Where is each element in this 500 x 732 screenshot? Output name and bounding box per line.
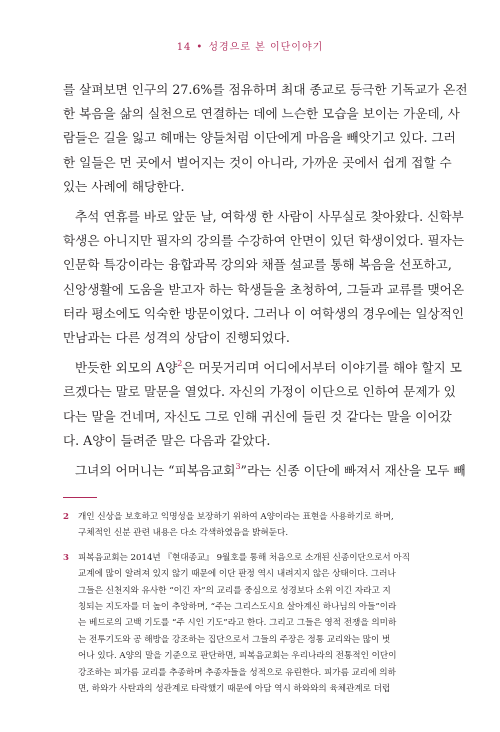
body-line: 만남과는 다른 성격의 상담이 진행되었다. — [63, 330, 290, 346]
footnote-line: 면, 하와가 사탄과의 성관계로 타락했기 때문에 아담 역시 하와와의 육체관계로 더럽 — [78, 684, 391, 695]
body-line — [63, 356, 462, 380]
body-line: 한 복음을 삶의 실천으로 연결하는 데에 느슨한 모습을 보이는 가운데, 사 — [63, 106, 460, 122]
footnote-number: 2 — [63, 512, 69, 522]
body-line: 람들은 길을 잃고 헤매는 양들처럼 이단에게 마음을 빼앗기고 있다. 그러 — [63, 130, 456, 146]
footnote-number: 3 — [63, 552, 69, 563]
footnote — [63, 550, 443, 698]
body-line: 다. A양이 들려준 말은 다음과 같았다. — [63, 432, 271, 448]
text-run: 은 머뭇거리며 어디에서부터 이야기를 해야 할지 모 — [182, 360, 462, 376]
text-run: 반듯한 외모의 A양 — [75, 360, 178, 376]
body-text — [63, 78, 468, 483]
text-run: 그녀의 어머니는 “피복음교회 — [75, 463, 236, 479]
text-run: ”라는 신종 이단에 빠져서 재산을 모두 빼 — [240, 463, 466, 479]
footnote-line: 칭되는 지도자를 더 높이 추앙하며, “주는 그리스도시요 살아계신 하나님의 아들”이라 — [78, 602, 397, 613]
header-separator: • — [196, 42, 204, 53]
body-line: 한 일들은 먼 곳에서 벌어지는 것이 아니라, 가까운 곳에서 쉽게 접할 수 — [63, 154, 452, 170]
footnote-ref[interactable]: 3 — [235, 462, 241, 472]
footnote-line: 개인 신상을 보호하고 익명성을 보장하기 위하여 A양이라는 표현을 사용하기로 하며, — [78, 512, 394, 522]
body-line: 학생은 아니지만 필자의 강의를 수강하여 안면이 있던 학생이었다. 필자는 — [63, 233, 464, 249]
body-line: 있는 사례에 해당한다. — [63, 178, 185, 194]
footnote-line: 피복음교회는 2014년 『현대종교』 9월호를 통해 처음으로 소개된 신종이단으로서 아직 — [78, 552, 411, 563]
body-line: 르겠다는 말로 말문을 열었다. 자신의 가정이 이단으로 인하여 문제가 있 — [63, 384, 456, 400]
body-line: 인문학 특강이라는 융합과목 강의와 채플 설교를 통해 복음을 선포하고, — [63, 257, 452, 273]
footnote — [63, 509, 443, 542]
page-number: 14 — [176, 42, 192, 53]
body-line: 신앙생활에 도움을 받고자 하는 학생들을 초청하여, 그들과 교류를 맺어온 — [63, 281, 464, 297]
footnote-line: 강조하는 피가름 교리를 추종하며 추종자들을 성적으로 유린한다. 피가름 교리에 의하 — [78, 667, 396, 678]
footnote-line: 구체적인 신분 관련 내용은 다소 각색하였음을 밝혀둔다. — [78, 528, 289, 539]
footnote-line: 그들은 신천지와 유사한 “이긴 자”의 교리를 중심으로 성경보다 소위 이긴 자라고 지 — [78, 585, 391, 596]
running-header — [0, 38, 500, 53]
footnote-line: 교계에 많이 알려져 있지 않기 때문에 이단 판정 역시 내려지지 않은 상태이다. 그러나 — [78, 569, 396, 580]
footnote-line: 어나 있다. A양의 말을 기준으로 판단하면, 피복음교회는 우리나라의 전통적인 이단이 — [78, 651, 397, 662]
body-line — [63, 459, 466, 483]
book-title: 성경으로 본 이단이야기 — [208, 42, 324, 53]
footnote-body — [78, 509, 443, 542]
body-line: 를 살펴보면 인구의 27.6%를 점유하며 최대 종교로 등극한 기독교가 온전 — [63, 82, 468, 97]
body-line: 터라 평소에도 익숙한 방문이었다. 그러나 이 여학생의 경우에는 일상적인 — [63, 305, 464, 321]
footnote-line: 는 베드로의 고백 기도를 “주 시인 기도”라고 한다. 그리고 그들은 영적 전쟁을 의미하 — [78, 618, 397, 629]
footnote-ref[interactable]: 2 — [177, 359, 183, 369]
body-line: 추석 연휴를 바로 앞둔 날, 여학생 한 사람이 사무실로 찾아왔다. 신학부 — [75, 209, 464, 225]
body-line: 다는 말을 건네며, 자신도 그로 인해 귀신에 들린 것 같다는 말을 이어갔 — [63, 408, 452, 424]
footnotes — [63, 509, 443, 705]
footnote-line: 는 전투기도와 공 해방을 강조하는 집단으로서 그들의 주장은 정통 교리와는 많이 벗 — [78, 634, 391, 645]
footnote-divider — [63, 497, 97, 498]
footnote-body — [78, 550, 443, 698]
